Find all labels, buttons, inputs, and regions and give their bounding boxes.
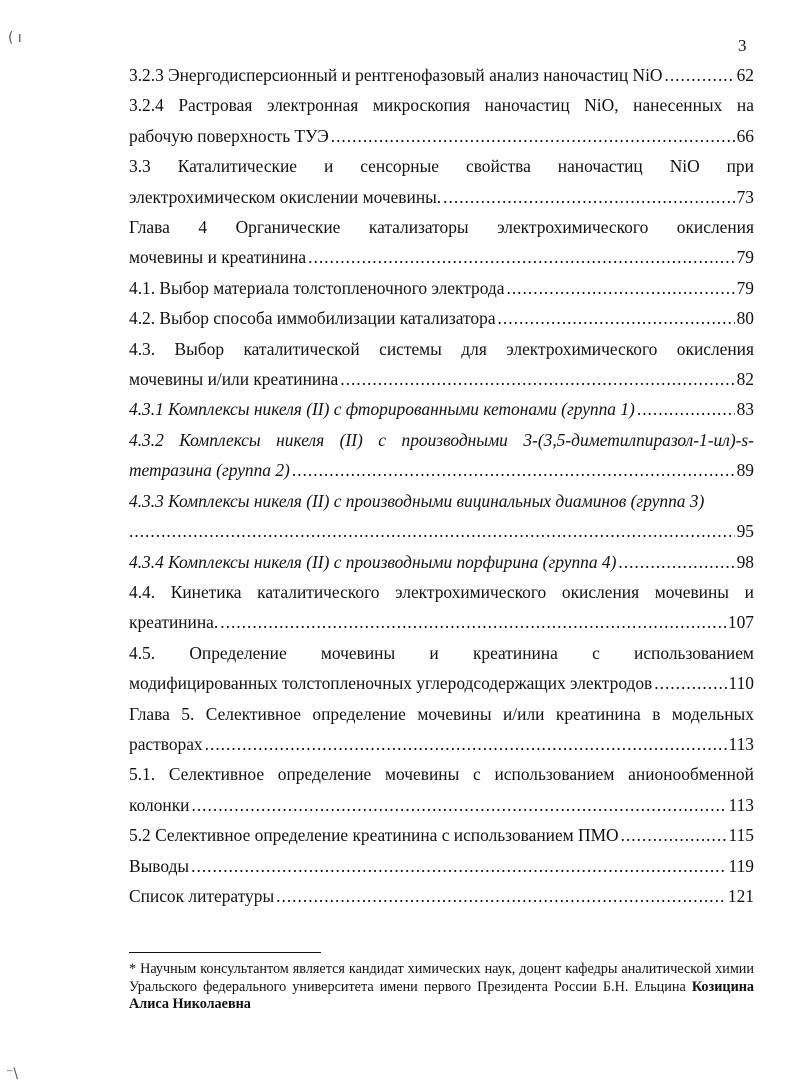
toc-entry-page: 121 [727,885,754,906]
dot-leader [443,182,734,212]
toc-entry [129,759,754,820]
dot-leader [220,607,726,637]
dot-leader [340,364,734,394]
toc-entry [129,638,754,699]
toc-entry [129,881,754,911]
dot-leader [621,820,727,850]
toc-entry-title: 5.2 Селективное определение креатинина с использованием ПМО [129,825,619,846]
dot-leader [129,516,735,546]
scan-artifact-bottom-left: ⁻\ [6,1066,19,1082]
toc-entry-title: тетразина (группа 2) [129,460,290,481]
toc-entry-page: 115 [728,825,754,846]
toc-entry [129,699,754,760]
toc-entry-title: мочевины и креатинина [129,247,307,268]
toc-entry-page: 82 [736,369,754,390]
toc-entry-title: 4.3.1 Комплексы никеля (II) с фторированными кетонами (группа 1) [129,399,635,420]
dot-leader [618,547,734,577]
dot-leader [506,273,734,303]
toc-entry-title: Выводы [129,855,190,876]
dot-leader [654,668,726,698]
toc-entry-title: колонки [129,794,190,815]
toc-entry-page: 107 [727,612,754,633]
toc-entry-title: рабочую поверхность ТУЭ [129,125,329,146]
toc-entry [129,577,754,638]
toc-entry-title-line1: 4.5. Определение мочевины и креатинина с использованием [129,642,754,663]
toc-entry [129,425,754,486]
toc-entry [129,851,754,881]
toc-entry-page: 73 [736,186,754,207]
dot-leader [331,121,735,151]
toc-entry-title-line1: 4.4. Кинетика каталитического электрохимического окисления мочевины и [129,581,754,602]
toc-entry [129,820,754,850]
toc-entry-title-line1: 4.3.2 Комплексы никеля (II) с производными 3-(3,5-диметилпиразол-1-ил)-s- [129,429,754,450]
dot-leader [308,242,734,272]
toc-entry-title: мочевины и/или креатинина [129,369,339,390]
toc-entry-title-line1: Глава 5. Селективное определение мочевины и/или креатинина в модельных [129,703,754,724]
toc-entry-title: 4.2. Выбор способа иммобилизации катализатора [129,308,496,329]
toc-entry-page: 62 [736,65,754,85]
dot-leader [205,729,727,759]
toc-entry-page: 110 [728,673,754,694]
toc-entry-page: 98 [736,551,754,572]
footnote [129,961,754,1014]
toc-entry [129,60,754,90]
toc-entry-title: 4.1. Выбор материала толстопленочного электрода [129,277,505,298]
toc-entry-title: 4.3.4 Комплексы никеля (II) с производными порфирина (группа 4) [129,551,617,572]
footnote-divider [129,952,321,953]
dot-leader [637,394,735,424]
toc-entry-title: растворах [129,733,203,754]
toc-entry-title: модифицированных толстопленочных углеродсодержащих электродов [129,673,653,694]
toc-entry-title-line1: 4.3. Выбор каталитической системы для электрохимического окисления [129,338,754,359]
dot-leader [498,303,735,333]
toc-entry [129,547,754,577]
toc-entry-title: 3.2.3 Энергодисперсионный и рентгенофазовый анализ наночастиц NiO [129,65,663,85]
dot-leader [191,790,726,820]
toc-entry-page: 66 [736,125,754,146]
toc-entry-page: 79 [736,277,754,298]
toc-entry [129,394,754,424]
dot-leader [191,851,726,881]
toc-entry-title: 4.3.3 Комплексы никеля (II) с производными вицинальных диаминов (группа 3) [129,490,705,511]
toc-entry [129,334,754,395]
toc-entry-title-line1: 3.3 Каталитические и сенсорные свойства наночастиц NiO при [129,156,754,177]
toc-entry-page: 95 [736,521,754,542]
toc-entry [129,151,754,212]
toc-entry-page: 79 [736,247,754,268]
toc-entry-title: креатинина. [129,612,219,633]
toc-entry [129,90,754,151]
page-number: 3 [738,36,747,55]
toc-entry [129,486,754,547]
footnote-text: * Научным консультантом является кандидат химических наук, доцент кафедры аналитической химии Уральского федерального университета имени первого Президента России Б.Н. Ельцина [129,961,754,995]
toc-entry-page: 119 [728,855,754,876]
dot-leader [664,60,734,90]
dot-leader [276,881,726,911]
toc-entry-page: 80 [736,308,754,329]
toc-entry [129,303,754,333]
toc-entry [129,212,754,273]
dot-leader [292,455,735,485]
toc-entry-page: 113 [728,794,754,815]
scan-artifact-top-left: ( ı [8,30,22,46]
toc-entry-title: Список литературы [129,885,275,906]
toc-entry-title-line1: 3.2.4 Растровая электронная микроскопия наночастиц NiO, нанесенных на [129,95,754,116]
footnote-consultant-name: Козицина Алиса Николаевна [129,978,755,1012]
toc-entry-page: 83 [736,399,754,420]
toc-entry-title-line1: Глава 4 Органические катализаторы электрохимического окисления [129,217,754,238]
toc-entry-title-line1: 5.1. Селективное определение мочевины с использованием анионообменной [129,764,754,785]
toc-entry-page: 113 [728,733,754,754]
toc-entry [129,273,754,303]
toc-entry-title: электрохимическом окислении мочевины. [129,186,442,207]
table-of-contents [129,60,754,911]
toc-entry-page: 89 [736,460,754,481]
